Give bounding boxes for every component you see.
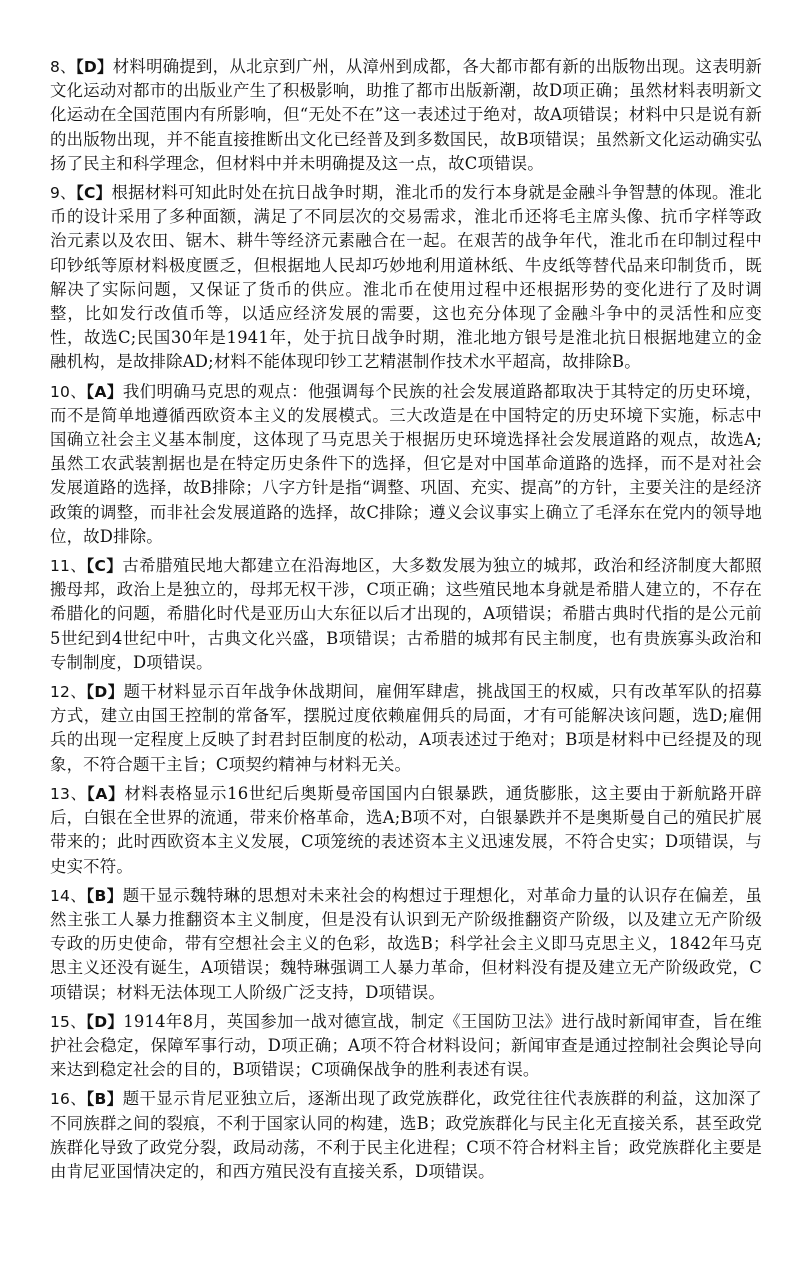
answer-explanations xyxy=(50,55,762,1184)
explanation-text: 材料表格显示16世纪后奥斯曼帝国国内白银暴跌，通货膨胀，这主要由于新航路开辟后，白银在全世界的流通，带来价格革命，选A;B项不对，白银暴跌并不是奥斯曼自己的殖民扩展带来的；此时西欧资本主义发展，C项笼统的表述资本主义迅速发展，不符合史实；D项错误，与史实不符。 xyxy=(50,783,762,876)
question-number: 15、 xyxy=(50,1012,87,1031)
explanation-item-14 xyxy=(50,884,762,1005)
answer-key: 【B】 xyxy=(86,886,123,905)
answer-key: 【D】 xyxy=(75,58,113,76)
question-number: 10、 xyxy=(50,382,87,401)
explanation-text: 题干材料显示百年战争休战期间，雇佣军肆虐，挑战国王的权威，只有改革军队的招募方式，建立由国王控制的常备军，摆脱过度依赖雇佣兵的局面，才有可能解决该问题，选D;雇佣兵的出现一定程度上反映了封君封臣制度的松动，A项表述过于绝对；B项是材料中已经提及的现象，不符合题干主旨；C项契约精神与材料无关。 xyxy=(50,682,762,774)
question-number: 16、 xyxy=(50,1090,87,1109)
question-number: 12、 xyxy=(50,683,87,702)
explanation-item-9 xyxy=(50,181,762,375)
explanation-item-15 xyxy=(50,1010,762,1083)
explanation-item-13 xyxy=(50,782,762,879)
explanation-text: 根据材料可知此时处在抗日战争时期，淮北币的发行本身就是金融斗争智慧的体现。淮北币的设计采用了多种面额，满足了不同层次的交易需求，淮北币还将毛主席头像、抗币字样等政治元素以及农田、锯木、耕牛等经济元素融合在一起。在艰苦的战争年代，淮北币在印制过程中印钞纸等原材料极度匮乏，但根据地人民却巧妙地利用道林纸、牛皮纸等替代品来印制货币，既解决了实际问题，又保证了货币的供应。淮北币在使用过程中还根据形势的变化进行了及时调整，比如发行改值币等，以适应经济发展的需要，这也充分体现了金融斗争中的灵活性和应变性，故选C;民国30年是1941年，处于抗日战争时期，淮北地方银号是淮北抗日根据地建立的金融机构，是故排除AD;材料不能体现印钞工艺精湛制作技术水平超高，故排除B。 xyxy=(50,183,762,372)
explanation-item-12 xyxy=(50,680,762,777)
explanation-item-11 xyxy=(50,554,762,675)
question-number: 13、 xyxy=(50,784,87,803)
explanation-item-10 xyxy=(50,380,762,549)
explanation-text: 题干显示肯尼亚独立后，逐渐出现了政党族群化，政党往往代表族群的利益，这加深了不同族群之间的裂痕，不利于国家认同的构建，选B；政党族群化与民主化无直接关系，甚至政党族群化导致了政党分裂，政局动荡，不利于民主化进程；C项不符合材料主旨；政党族群化主要是由肯尼亚国情决定的，和西方殖民没有直接关系，D项错误。 xyxy=(50,1089,762,1181)
question-number: 11、 xyxy=(50,557,87,576)
answer-key: 【A】 xyxy=(86,382,123,401)
answer-key: 【A】 xyxy=(86,784,125,803)
answer-key: 【B】 xyxy=(86,1090,123,1109)
explanation-item-16 xyxy=(50,1087,762,1184)
answer-key: 【C】 xyxy=(86,557,123,576)
question-number: 9、 xyxy=(50,184,76,203)
answer-key: 【D】 xyxy=(86,683,124,702)
explanation-text: 材料明确提到，从北京到广州，从漳州到成都，各大都市都有新的出版物出现。这表明新文化运动对都市的出版业产生了积极影响，助推了都市出版新潮，故D项正确；虽然材料表明新文化运动在全国范围内有所影响，但“无处不在”这一表述过于绝对，故A项错误；材料中只是说有新的出版物出现，并不能直接推断出文化已经普及到多数国民，故B项错误；虽然新文化运动确实弘扬了民主和科学理念，但材料中并未明确提及这一点，故C项错误。 xyxy=(50,57,762,173)
explanation-text: 古希腊殖民地大都建立在沿海地区，大多数发展为独立的城邦，政治和经济制度大都照搬母邦，政治上是独立的，母邦无权干涉，C项正确；这些殖民地本身就是希腊人建立的，不存在希腊化的问题，希腊化时代是亚历山大东征以后才出现的，A项错误；希腊古典时代指的是公元前5世纪到4世纪中叶，古典文化兴盛，B项错误；古希腊的城邦有民主制度，也有贵族寡头政治和专制制度，D项错误。 xyxy=(50,556,762,672)
question-number: 8、 xyxy=(50,58,76,76)
explanation-item-8 xyxy=(50,55,762,176)
answer-key: 【C】 xyxy=(75,184,112,203)
explanation-text: 题干显示魏特琳的思想对未来社会的构想过于理想化，对革命力量的认识存在偏差，虽然主张工人暴力推翻资本主义制度，但是没有认识到无产阶级推翻资产阶级，以及建立无产阶级专政的历史使命，带有空想社会主义的色彩，故选B；科学社会主义即马克思主义，1842年马克思主义还没有诞生，A项错误；魏特琳强调工人暴力革命，但材料没有提及建立无产阶级政党，C项错误；材料无法体现工人阶级广泛支持，D项错误。 xyxy=(50,885,762,1002)
explanation-text: 1914年8月，英国参加一战对德宣战，制定《王国防卫法》进行战时新闻审查，旨在维护社会稳定，保障军事行动，D项正确；A项不符合材料设问；新闻审查是通过控制社会舆论导向来达到稳定社会的目的，B项错误；C项确保战争的胜利表述有误。 xyxy=(50,1011,763,1080)
answer-key: 【D】 xyxy=(86,1012,124,1031)
question-number: 14、 xyxy=(50,886,87,905)
explanation-text: 我们明确马克思的观点：他强调每个民族的社会发展道路都取决于其特定的历史环境，而不是简单地遵循西欧资本主义的发展模式。三大改造是在中国特定的历史环境下实施，标志中国确立社会主义基本制度，这体现了马克思关于根据历史环境选择社会发展道路的观点，故选A;虽然工农武装割据也是在特定历史条件下的选择，但它是对中国革命道路的选择，而不是对社会发展道路的选择，故B排除；八字方针是指“调整、巩固、充实、提高”的方针，主要关注的是经济政策的调整，而非社会发展道路的选择，故C排除；遵义会议事实上确立了毛泽东在党内的领导地位，故D排除。 xyxy=(50,381,762,546)
